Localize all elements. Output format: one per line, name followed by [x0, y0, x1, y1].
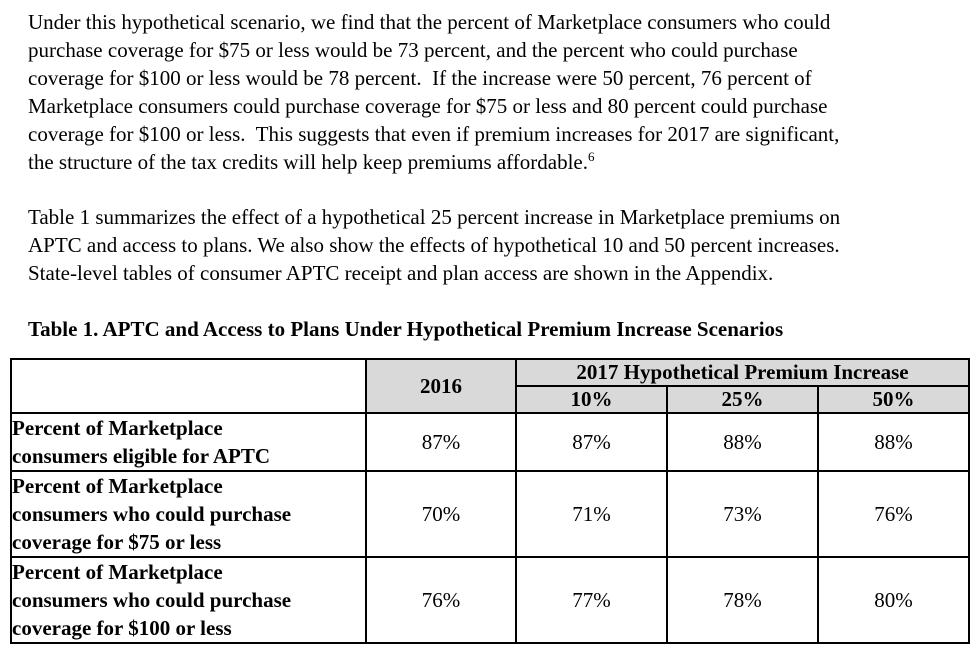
table-title: Table 1. APTC and Access to Plans Under Hypothetical Premium Increase Scenarios — [28, 317, 784, 341]
value-cell: 77% — [516, 557, 667, 643]
row-label-cell — [11, 471, 366, 557]
row-label-line: coverage for $75 or less — [12, 530, 222, 554]
paragraph-line: APTC and access to plans. We also show the effects of hypothetical 10 and 50 percent increases. — [28, 233, 840, 257]
value-cell: 80% — [818, 557, 969, 643]
table-row-coverage-100 — [11, 557, 969, 643]
row-label-line: coverage for $100 or less — [12, 616, 232, 640]
paragraph-line — [28, 148, 953, 176]
paragraph-table-summary — [28, 203, 953, 287]
header-cell-2016: 2016 — [366, 359, 516, 413]
row-label-line: Percent of Marketplace — [12, 416, 223, 440]
value-cell: 88% — [818, 413, 969, 471]
row-label-line: Percent of Marketplace — [12, 560, 223, 584]
header-cell-25pct: 25% — [667, 386, 818, 413]
value-cell: 76% — [366, 557, 516, 643]
aptc-access-table — [10, 358, 970, 644]
paragraph-line: coverage for $100 or less. This suggests that even if premium increases for 2017 are significant, — [28, 122, 840, 146]
paragraph-line: coverage for $100 or less would be 78 percent. If the increase were 50 percent, 76 percent of — [28, 66, 812, 90]
header-cell-2017-group: 2017 Hypothetical Premium Increase — [516, 359, 969, 386]
row-label-cell — [11, 557, 366, 643]
row-label-line: consumers who could purchase — [12, 588, 292, 612]
table-header-row-group — [11, 359, 969, 386]
paragraph-line-text: the structure of the tax credits will help keep premiums affordable. — [28, 150, 589, 174]
value-cell: 87% — [366, 413, 516, 471]
value-cell: 88% — [667, 413, 818, 471]
value-cell: 78% — [667, 557, 818, 643]
value-cell: 70% — [366, 471, 516, 557]
header-cell-empty — [11, 359, 366, 413]
paragraph-line: Under this hypothetical scenario, we find that the percent of Marketplace consumers who could — [28, 10, 831, 34]
paragraph-line: State-level tables of consumer APTC receipt and plan access are shown in the Appendix. — [28, 261, 774, 285]
header-cell-10pct: 10% — [516, 386, 667, 413]
paragraph-line: purchase coverage for $75 or less would be 73 percent, and the percent who could purchase — [28, 38, 798, 62]
row-label-line: consumers who could purchase — [12, 502, 292, 526]
value-cell: 71% — [516, 471, 667, 557]
paragraph-scenario — [28, 8, 953, 176]
footnote-ref: 6 — [588, 149, 595, 164]
value-cell: 76% — [818, 471, 969, 557]
header-cell-50pct: 50% — [818, 386, 969, 413]
row-label-line: Percent of Marketplace — [12, 474, 223, 498]
value-cell: 87% — [516, 413, 667, 471]
paragraph-line: Table 1 summarizes the effect of a hypothetical 25 percent increase in Marketplace premiums on — [28, 205, 841, 229]
table-row-aptc-eligible — [11, 413, 969, 471]
paragraph-line: Marketplace consumers could purchase coverage for $75 or less and 80 percent could purchase — [28, 94, 828, 118]
row-label-line: consumers eligible for APTC — [12, 444, 271, 468]
table-row-coverage-75 — [11, 471, 969, 557]
row-label-cell — [11, 413, 366, 471]
value-cell: 73% — [667, 471, 818, 557]
